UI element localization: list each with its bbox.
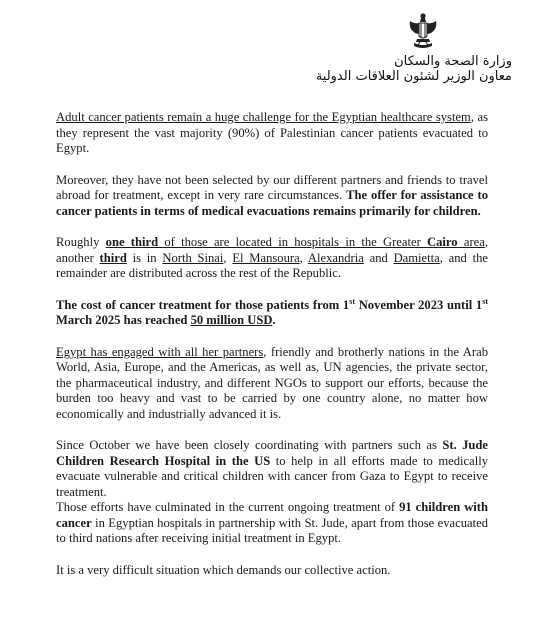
text: and bbox=[363, 250, 394, 265]
underlined-text: El Mansoura bbox=[232, 250, 300, 265]
eagle-of-saladin-emblem-icon bbox=[408, 12, 438, 52]
ministry-line-1: وزارة الصحة والسكان bbox=[394, 54, 512, 69]
underlined-text: Egypt has engaged with all her partners bbox=[56, 344, 264, 359]
text: is in bbox=[126, 250, 163, 265]
paragraph-treatment-cost bbox=[56, 298, 488, 329]
bold-text: The offer for assistance to cancer patients in terms of medical evacuations remains primarily for children. bbox=[56, 188, 488, 218]
superscript: st bbox=[349, 296, 356, 306]
text: Since October we have been closely coordinating with partners such as bbox=[56, 438, 443, 452]
underlined-text: Alexandria bbox=[307, 250, 364, 265]
underlined-text: of those are located in hospitals in the Greater bbox=[158, 235, 428, 249]
text: , bbox=[299, 250, 308, 265]
underlined-text: Adult cancer patients remain a huge challenge for the Egyptian healthcare system bbox=[56, 110, 471, 124]
bold-text: . bbox=[272, 313, 276, 327]
letter-body bbox=[56, 110, 488, 594]
underlined-text: area bbox=[457, 235, 485, 249]
superscript: st bbox=[482, 296, 488, 306]
letterhead bbox=[315, 12, 518, 84]
bold-text: November 2023 until 1 bbox=[355, 297, 483, 312]
ministry-line-2: معاون الوزير لشئون العلاقات الدولية bbox=[315, 69, 512, 84]
bold-underlined-text: Cairo bbox=[427, 235, 458, 249]
underlined-text: Damietta bbox=[393, 250, 440, 265]
text: in Egyptian hospitals in partnership with St. Jude, apart from those evacuated to third nations after receiving initial treatment in Egypt. bbox=[56, 515, 488, 545]
bold-text: St. Jude Children Research Hospital in the US bbox=[56, 438, 488, 468]
bold-underlined-text: 50 million USD bbox=[190, 313, 273, 327]
ministry-name bbox=[315, 54, 518, 84]
text: to help in all efforts made to medically evacuate vulnerable and critical children with cancer from Gaza to Egypt to receive treatment. bbox=[56, 453, 488, 499]
text: , and the remainder are distributed across the rest of the Republic. bbox=[56, 250, 489, 280]
paragraph-partnerships bbox=[56, 345, 488, 423]
bold-underlined-text: one third bbox=[105, 235, 159, 249]
text: , bbox=[223, 250, 233, 265]
bold-text: The cost of cancer treatment for those patients from 1 bbox=[56, 297, 350, 312]
text: Those efforts have culminated in the current ongoing treatment of bbox=[56, 500, 400, 514]
bold-underlined-text: third bbox=[99, 250, 127, 265]
text: Moreover, they have not been selected by our different partners and friends to travel abroad for treatment, except in very rare circumstances. bbox=[56, 172, 488, 202]
paragraph-locations bbox=[56, 235, 488, 282]
underlined-text: North Sinai bbox=[162, 250, 224, 265]
bold-text: March 2025 has reached bbox=[56, 313, 191, 327]
text: , friendly and brotherly nations in the Arab World, Asia, Europe, and the Americas, as well as, UN agencies, the private sector, the pharmaceutical industry, and different NGOs to support our efforts, because the burden too heavy and vast to be carried by one country alone, no matter how economically and industrially advanced it is. bbox=[56, 344, 488, 421]
paragraph-closing bbox=[56, 563, 488, 579]
text: , another bbox=[56, 235, 488, 265]
text: , as they represent the vast majority (90%) of Palestinian cancer patients evacuated to Egypt. bbox=[56, 110, 488, 155]
paragraph-adult-patients bbox=[56, 110, 488, 157]
paragraph-st-jude-coordination bbox=[56, 438, 488, 500]
text: Roughly bbox=[56, 235, 106, 249]
text: It is a very difficult situation which demands our collective action. bbox=[56, 562, 391, 577]
paragraph-partner-selection bbox=[56, 173, 488, 220]
bold-text: 91 children with cancer bbox=[56, 500, 489, 530]
paragraph-treatment-results bbox=[56, 500, 488, 547]
